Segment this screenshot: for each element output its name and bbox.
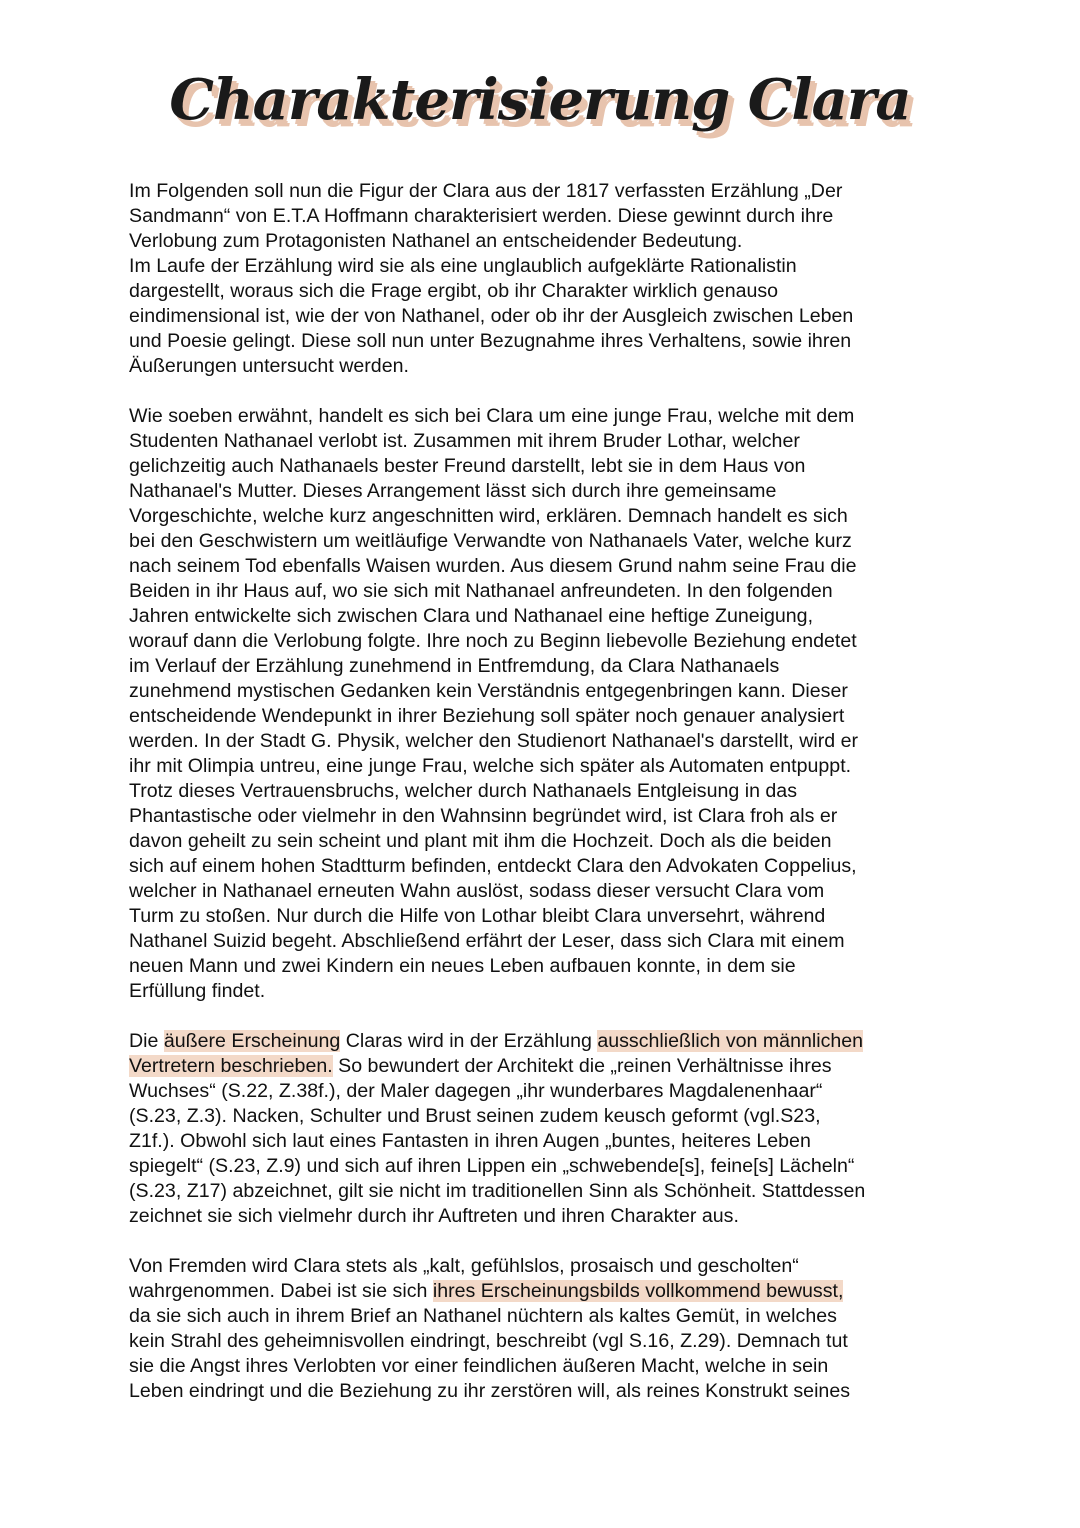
text-segment: kein Strahl des geheimnisvollen eindringt, beschreibt (vgl S.16, Z.29). Demnach tut: [129, 1330, 848, 1352]
text-segment: Jahren entwickelte sich zwischen Clara und Nathanael eine heftige Zuneigung,: [129, 605, 814, 627]
text-segment: sich auf einem hohen Stadtturm befinden, entdeckt Clara den Advokaten Coppelius,: [129, 855, 857, 877]
text-segment: (S.23, Z17) abzeichnet, gilt sie nicht im traditionellen Sinn als Schönheit. Stattdessen: [129, 1180, 866, 1202]
text-segment: dargestellt, woraus sich die Frage ergibt, ob ihr Charakter wirklich genauso: [129, 280, 779, 302]
text-line: [129, 1179, 949, 1204]
text-segment: Studenten Nathanael verlobt ist. Zusammen mit ihrem Bruder Lothar, welcher: [129, 430, 800, 452]
text-segment: Vorgeschichte, welche kurz angeschnitten wird, erklären. Demnach handelt es sich: [129, 505, 848, 527]
text-segment: da sie sich auch in ihrem Brief an Nathanel nüchtern als kaltes Gemüt, in welches: [129, 1305, 837, 1327]
text-segment: zunehmend mystischen Gedanken kein Verständnis entgegenbringen kann. Dieser: [129, 680, 848, 702]
text-segment: im Verlauf der Erzählung zunehmend in Entfremdung, da Clara Nathanaels: [129, 655, 780, 677]
paragraph: [129, 1254, 949, 1404]
text-line: [129, 679, 949, 704]
text-line: [129, 479, 949, 504]
text-segment: Beiden in ihr Haus auf, wo sie sich mit Nathanael anfreundeten. In den folgenden: [129, 580, 833, 602]
text-line: [129, 1029, 949, 1054]
text-segment: Trotz dieses Vertrauensbruchs, welcher durch Nathanaels Entgleisung in das: [129, 780, 798, 802]
text-segment: Wuchses“ (S.22, Z.38f.), der Maler dagegen „ihr wunderbares Magdalenenhaar“: [129, 1080, 823, 1102]
text-line: [129, 304, 949, 329]
text-segment: ihr mit Olimpia untreu, eine junge Frau, welche sich später als Automaten entpuppt.: [129, 755, 852, 777]
text-line: [129, 1204, 949, 1229]
text-line: [129, 1329, 949, 1354]
text-line: [129, 1379, 949, 1404]
text-line: [129, 579, 949, 604]
text-line: [129, 454, 949, 479]
text-line: [129, 729, 949, 754]
text-segment: Die: [129, 1030, 164, 1052]
text-line: [129, 429, 949, 454]
text-line: [129, 979, 949, 1004]
text-line: [129, 354, 949, 379]
text-line: [129, 1354, 949, 1379]
highlighted-text: ausschließlich von männlichen: [597, 1030, 864, 1052]
text-line: [129, 1279, 949, 1304]
text-segment: werden. In der Stadt G. Physik, welcher den Studienort Nathanael's darstellt, wird er: [129, 730, 859, 752]
title-banner: [0, 60, 1080, 150]
text-segment: sie die Angst ihres Verlobten vor einer feindlichen äußeren Macht, welche in sein: [129, 1355, 829, 1377]
text-segment: und Poesie gelingt. Diese soll nun unter Bezugnahme ihres Verhaltens, sowie ihren: [129, 330, 852, 352]
text-segment: Verlobung zum Protagonisten Nathanel an entscheidender Bedeutung.: [129, 230, 743, 252]
paragraph: [129, 179, 949, 379]
text-line: [129, 179, 949, 204]
text-line: [129, 829, 949, 854]
paragraph: [129, 1029, 949, 1229]
text-line: [129, 1254, 949, 1279]
text-line: [129, 504, 949, 529]
highlighted-text: äußere Erscheinung: [163, 1030, 341, 1052]
text-line: [129, 754, 949, 779]
highlighted-text: Vertretern beschrieben.: [129, 1055, 333, 1077]
text-segment: Im Folgenden soll nun die Figur der Clara aus der 1817 verfassten Erzählung „Der: [129, 180, 843, 202]
text-line: [129, 954, 949, 979]
text-segment: wahrgenommen. Dabei ist sie sich: [129, 1280, 433, 1302]
text-segment: eindimensional ist, wie der von Nathanel, oder ob ihr der Ausgleich zwischen Leben: [129, 305, 854, 327]
text-segment: Nathanael's Mutter. Dieses Arrangement lässt sich durch ihre gemeinsame: [129, 480, 777, 502]
text-segment: Claras wird in der Erzählung: [340, 1030, 598, 1052]
text-line: [129, 254, 949, 279]
text-line: [129, 329, 949, 354]
text-segment: Wie soeben erwähnt, handelt es sich bei Clara um eine junge Frau, welche mit dem: [129, 405, 855, 427]
text-segment: nach seinem Tod ebenfalls Waisen wurden. Aus diesem Grund nahm seine Frau die: [129, 555, 857, 577]
text-segment: Z1f.). Obwohl sich laut eines Fantasten in ihren Augen „buntes, heiteres Leben: [129, 1130, 811, 1152]
text-line: [129, 654, 949, 679]
text-line: [129, 804, 949, 829]
paragraph: [129, 404, 949, 1004]
text-segment: So bewundert der Architekt die „reinen Verhältnisse ihres: [332, 1055, 832, 1077]
text-segment: davon geheilt zu sein scheint und plant mit ihm die Hochzeit. Doch als die beiden: [129, 830, 832, 852]
text-line: [129, 779, 949, 804]
text-segment: Sandmann“ von E.T.A Hoffmann charakterisiert werden. Diese gewinnt durch ihre: [129, 205, 834, 227]
text-line: [129, 1154, 949, 1179]
text-segment: Erfüllung findet.: [129, 980, 266, 1002]
text-line: [129, 854, 949, 879]
text-line: [129, 704, 949, 729]
text-line: [129, 529, 949, 554]
text-line: [129, 1079, 949, 1104]
text-segment: (S.23, Z.3). Nacken, Schulter und Brust seinen zudem keusch geformt (vgl.S23,: [129, 1105, 821, 1127]
text-segment: welcher in Nathanael erneuten Wahn auslöst, sodass dieser versucht Clara vom: [129, 880, 825, 902]
text-line: [129, 604, 949, 629]
text-segment: Nathanel Suizid begeht. Abschließend erfährt der Leser, dass sich Clara mit einem: [129, 930, 845, 952]
text-line: [129, 1129, 949, 1154]
text-line: [129, 1054, 949, 1079]
text-segment: zeichnet sie sich vielmehr durch ihr Auftreten und ihren Charakter aus.: [129, 1205, 739, 1227]
text-segment: Im Laufe der Erzählung wird sie als eine unglaublich aufgeklärte Rationalistin: [129, 255, 797, 277]
text-segment: Phantastische oder vielmehr in den Wahnsinn begründet wird, ist Clara froh als er: [129, 805, 838, 827]
text-line: [129, 1304, 949, 1329]
text-segment: gelichzeitig auch Nathanaels bester Freund darstellt, lebt sie in dem Haus von: [129, 455, 806, 477]
text-segment: Äußerungen untersucht werden.: [129, 355, 409, 377]
text-line: [129, 279, 949, 304]
text-line: [129, 929, 949, 954]
text-line: [129, 404, 949, 429]
text-segment: Von Fremden wird Clara stets als „kalt, gefühlslos, prosaisch und gescholten“: [129, 1255, 799, 1277]
text-line: [129, 554, 949, 579]
document-body: [129, 179, 949, 1429]
text-segment: neuen Mann und zwei Kindern ein neues Leben aufbauen konnte, in dem sie: [129, 955, 796, 977]
text-segment: Turm zu stoßen. Nur durch die Hilfe von Lothar bleibt Clara unversehrt, während: [129, 905, 826, 927]
text-line: [129, 629, 949, 654]
text-line: [129, 204, 949, 229]
text-segment: entscheidende Wendepunkt in ihrer Beziehung soll später noch genauer analysiert: [129, 705, 845, 727]
text-segment: worauf dann die Verlobung folgte. Ihre noch zu Beginn liebevolle Beziehung endetet: [129, 630, 857, 652]
text-line: [129, 229, 949, 254]
text-segment: bei den Geschwistern um weitläufige Verwandte von Nathanaels Vater, welche kurz: [129, 530, 852, 552]
text-segment: spiegelt“ (S.23, Z.9) und sich auf ihren Lippen ein „schwebende[s], feine[s] Lächeln“: [129, 1155, 855, 1177]
text-line: [129, 1104, 949, 1129]
text-segment: Leben eindringt und die Beziehung zu ihr zerstören will, als reines Konstrukt seines: [129, 1380, 851, 1402]
page-title: Charakterisierung Clara: [169, 67, 911, 133]
text-line: [129, 879, 949, 904]
highlighted-text: ihres Erscheinungsbilds vollkommend bewusst,: [432, 1280, 844, 1302]
text-line: [129, 904, 949, 929]
